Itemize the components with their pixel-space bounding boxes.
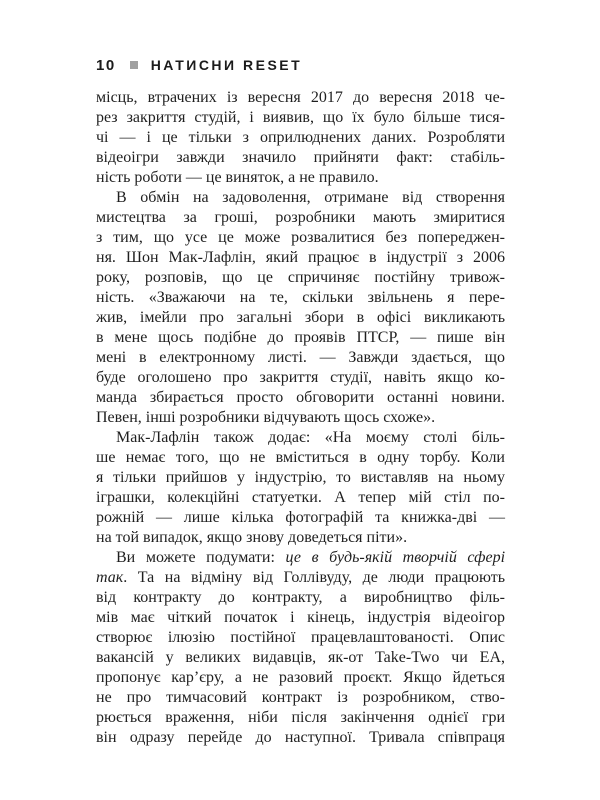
text-line xyxy=(96,628,505,648)
text-segment: Ви можете подумати: xyxy=(116,549,286,566)
text-segment: мистецтва за гроші, розробники мають змиритися xyxy=(96,209,505,226)
text-line xyxy=(96,448,505,468)
text-line xyxy=(96,128,505,148)
text-line xyxy=(96,368,505,388)
text-line xyxy=(96,248,505,268)
text-line xyxy=(96,728,505,748)
text-line xyxy=(96,688,505,708)
text-line xyxy=(96,148,505,168)
text-segment: не про тимчасовий контракт із розробником, ство- xyxy=(96,689,505,706)
text-segment: мені в електронному листі. — Завжди здається, що xyxy=(96,349,505,366)
text-line xyxy=(96,428,505,448)
text-line xyxy=(96,568,505,588)
text-segment: мів має чіткий початок і кінець, індустрія відеоігор xyxy=(96,609,505,626)
text-segment: чі — і це тільки з оприлюднених даних. Розробляти xyxy=(96,129,505,146)
text-segment: . Та на відміну від Голлівуду, де люди працюють xyxy=(123,569,505,586)
text-segment: я тільки прийшов у індустрію, то виставляв на ньому xyxy=(96,469,505,486)
text-segment: ня. Шон Мак-Лафлін, який працює в індустрії з 2006 xyxy=(96,249,505,266)
text-line xyxy=(96,608,505,628)
text-segment: рюється враження, ніби після закінчення однієї гри xyxy=(96,709,505,726)
body-text xyxy=(96,88,505,748)
text-segment: ність роботи — це виняток, а не правило. xyxy=(96,169,379,186)
text-segment: ність. «Зважаючи на те, скільки звільнень я пере- xyxy=(96,289,505,306)
text-line xyxy=(96,388,505,408)
text-line xyxy=(96,528,505,548)
text-line xyxy=(96,468,505,488)
paragraph xyxy=(96,88,505,188)
text-segment: вакансій у великих видавців, як-от Take-Two чи EA, xyxy=(96,649,505,666)
text-line xyxy=(96,268,505,288)
text-segment: рез закриття студій, і виявив, що їх було більше тися- xyxy=(96,109,505,126)
text-line xyxy=(96,168,505,188)
text-line xyxy=(96,108,505,128)
text-line xyxy=(96,308,505,328)
text-line xyxy=(96,348,505,368)
text-segment: манда збирається просто обговорити останні новини. xyxy=(96,389,505,406)
text-segment: на той випадок, якщо знову доведеться піти». xyxy=(96,529,408,546)
text-line xyxy=(96,208,505,228)
text-line xyxy=(96,228,505,248)
text-line xyxy=(96,668,505,688)
italic-text-segment: це в будь-якій творчій сфері xyxy=(285,549,506,566)
text-line xyxy=(96,488,505,508)
text-segment: буде оголошено про закриття студії, навіть якщо ко- xyxy=(96,369,505,386)
book-title: НАТИСНИ RESET xyxy=(150,57,303,73)
text-segment: жив, імейли про загальні збори в офісі викликають xyxy=(96,309,505,326)
text-line xyxy=(96,508,505,528)
text-line xyxy=(96,708,505,728)
paragraph xyxy=(96,428,505,548)
text-segment: року, розповів, що це спричиняє постійну тривож- xyxy=(96,269,505,286)
text-line xyxy=(96,548,505,568)
text-line xyxy=(96,188,505,208)
text-segment: пропонує кар’єру, а не разовий проєкт. Якщо йдеться xyxy=(96,669,505,686)
text-line xyxy=(96,588,505,608)
text-line xyxy=(96,408,505,428)
text-segment: створює ілюзію постійної працевлаштованості. Опис xyxy=(96,629,505,646)
paragraph xyxy=(96,188,505,428)
text-segment: відеоігри завжди значило прийняти факт: стабіль- xyxy=(96,149,505,166)
text-segment: Мак-Лафлін також додає: «На моєму столі біль- xyxy=(116,429,505,446)
running-head xyxy=(96,57,302,73)
text-segment: ше немає того, що не вміститься в одну торбу. Коли xyxy=(96,449,505,466)
text-segment: Певен, інші розробники відчувають щось схоже». xyxy=(96,409,436,426)
text-segment: рожній — лише кілька фотографій та книжка-дві — xyxy=(96,509,505,526)
italic-text-segment: так xyxy=(96,569,124,586)
text-segment: з тим, що усе це може розвалитися без попереджен- xyxy=(96,229,505,246)
text-segment: він одразу перейде до наступної. Тривала співпраця xyxy=(96,729,505,746)
text-line xyxy=(96,88,505,108)
page-number: 10 xyxy=(96,56,116,74)
text-line xyxy=(96,648,505,668)
text-segment: в мене щось подібне до проявів ПТСР, — пише він xyxy=(96,329,505,346)
square-bullet-icon xyxy=(130,61,138,69)
text-segment: В обмін на задоволення, отримане від створення xyxy=(116,189,505,206)
text-line xyxy=(96,328,505,348)
text-segment: іграшки, колекційні статуетки. А тепер мій стіл по- xyxy=(96,489,505,506)
text-segment: місць, втрачених із вересня 2017 до вересня 2018 че- xyxy=(96,89,505,106)
paragraph xyxy=(96,548,505,748)
text-segment: від контракту до контракту, а виробництво філь- xyxy=(96,589,505,606)
text-line xyxy=(96,288,505,308)
